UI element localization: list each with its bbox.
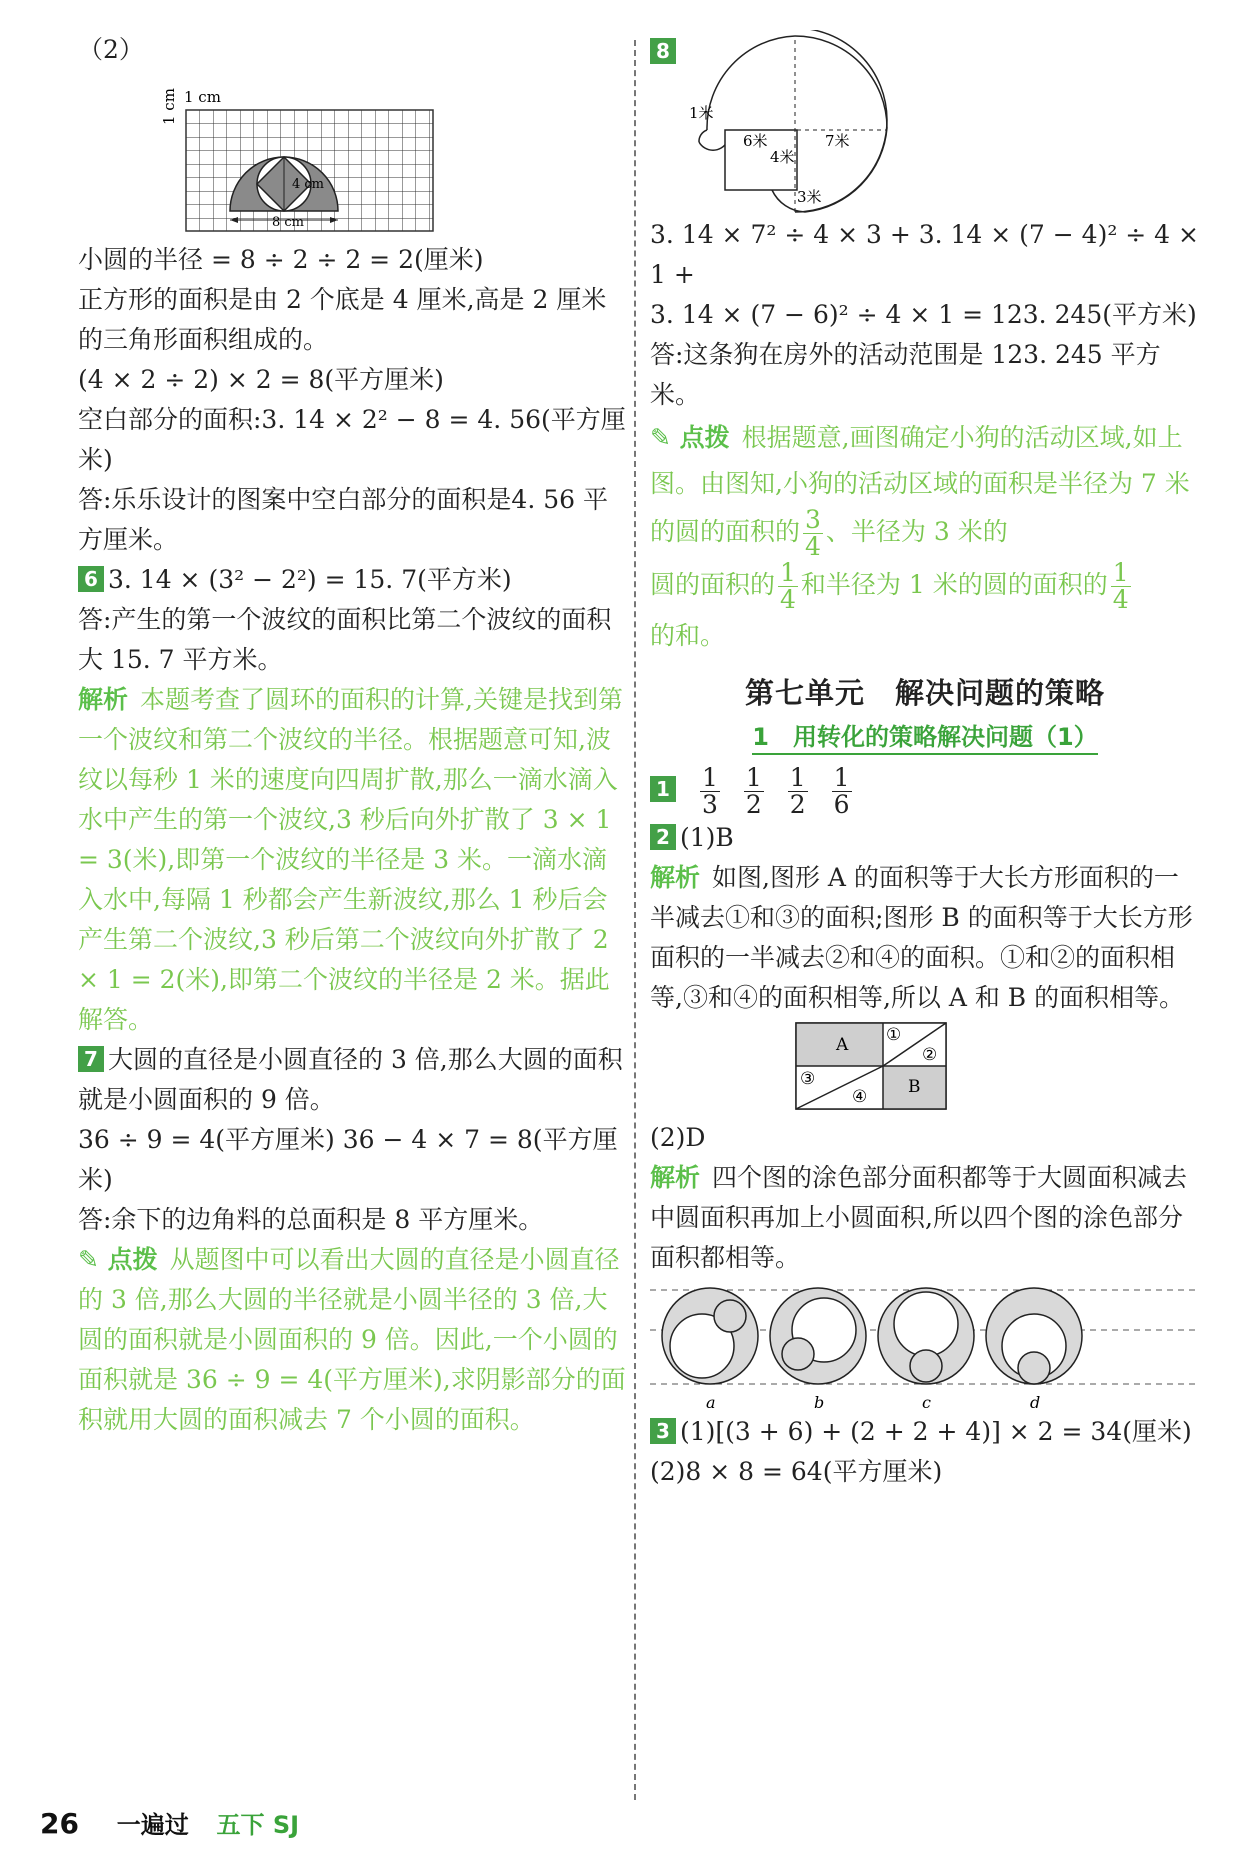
dog-area-figure [675,30,915,215]
equation: 36 ÷ 9 = 4(平方厘米) 36 − 4 × 7 = 8(平方厘米) [78,1125,618,1194]
page-number: 26 [40,1807,79,1840]
dog-label-6m: 6米 [743,132,768,150]
analysis-text: 本题考查了圆环的面积的计算,关键是找到第一个波纹和第二个波纹的半径。根据题意可知,波纹以每秒 1 米的速度向四周扩散,那么一滴水滴入水中产生的第一个波纹,3 秒后向外扩散了 3 × 1 = 3(米),即第一个波纹的半径是 3 米。一滴水滴入水中,每隔 1 秒都会产生新波纹,那么 1 秒后会产生第二个波纹,3 秒后第二个波纹向外扩散了 2 × 1 = 2(米),即第二个波纹的半径是 2 米。据此解答。 [78,685,623,1034]
answer-line: 答:产生的第一个波纹的面积比第二个波纹的面积大 15. 7 平方米。 [78,605,612,674]
rect-label-a: A [836,1035,849,1055]
hint-tag: ✎ 点拨 [78,1245,158,1274]
dog-label-1m: 1米 [689,104,714,122]
circle-label: a [706,1393,716,1412]
rect-label-1: ① [886,1025,902,1045]
dog-label-4m: 4米 [770,148,795,166]
circle-figure-c [878,1288,974,1412]
circles-figure [650,1284,1200,1412]
q1-line [650,765,1200,818]
unit-title: 第七单元 解决问题的策略 [744,676,1105,710]
answer-line: 答:余下的边角料的总面积是 8 平方厘米。 [78,1205,544,1234]
fraction: $\frac{1}{2}$ [789,763,806,819]
page-footer [40,1805,299,1840]
hint-text: 从题图中可以看出大圆的直径是小圆直径的 3 倍,那么大圆的半径就是小圆半径的 3 倍,大圆的面积就是小圆面积的 9 倍。因此,一个小圆的面积就是 36 ÷ 9 = 4(平方厘米),求阴影部分的面积就用大圆的面积减去 7 个小圆的面积。 [78,1245,626,1434]
analysis-tag: 解析 [650,1163,701,1192]
fraction: $\frac{1}{4}$ [1112,558,1129,614]
hint-block [78,1240,626,1440]
text-line: (4 × 2 ÷ 2) × 2 = 8(平方厘米) [78,365,444,394]
rect-label-b: B [908,1077,921,1097]
hint-block: ✎ 点拨 根据题意,画图确定小狗的活动区域,如上图。由图知,小狗的活动区域的面积是半径为 7 米的圆的面积的 $\frac{3}{4}$ 、半径为 3 米的 圆的面积的 $\frac{1}{4}$ 和半径为 1 米的圆的面积的 $\frac{1}{4}$ 的和。 [650,423,1190,650]
fraction: $\frac{1}{4}$ [780,558,796,614]
rect-label-2: ② [922,1045,938,1065]
question-number: 6 [78,566,104,592]
right-column [650,30,1200,1492]
grid-inner-label: 4 cm [292,177,325,192]
analysis-tag: 解析 [650,863,701,892]
circle-label: c [922,1393,931,1412]
grid-top-unit: 1 cm [184,88,221,106]
dog-label-7m: 7米 [825,132,850,150]
question-number: 2 [650,824,676,850]
analysis-text: 如图,图形 A 的面积等于大长方形面积的一半减去①和③的面积;图形 B 的面积等于大长方形面积的一半减去②和④的面积。①和②的面积相等,③和④的面积相等,所以 A 和 B 的面积相等。 [650,863,1193,1012]
fraction: $\frac{1}{6}$ [833,763,850,819]
hint-tag: ✎ 点拨 [650,423,730,452]
answer: (2)D [650,1123,706,1152]
sub-question-label: （2） [78,35,144,64]
question-number: 3 [650,1418,676,1444]
analysis-block [650,858,1200,1018]
grid-figure [78,70,458,240]
analysis-block [78,680,626,1040]
text-line: 空白部分的面积:3. 14 × 2² − 8 = 4. 56(平方厘米) [78,405,626,474]
rect-label-4: ④ [852,1087,868,1107]
analysis-tag: 解析 [78,685,129,714]
left-column [78,30,626,1440]
question-number: 1 [650,776,676,802]
equation: 3. 14 × (3² − 2²) = 15. 7(平方米) [108,565,512,594]
lesson-title: 1 用转化的策略解决问题（1） [650,717,1200,757]
equation: (1)[(3 + 6) + (2 + 2 + 4)] × 2 = 34(厘米) [680,1417,1192,1446]
text-line: 小圆的半径 = 8 ÷ 2 ÷ 2 = 2(厘米) [78,245,484,274]
equation: 3. 14 × 7² ÷ 4 × 3 + 3. 14 × (7 − 4)² ÷ 4 × 1 + [650,220,1199,289]
analysis-block [650,1158,1200,1278]
fraction: $\frac{3}{4}$ [805,505,821,561]
grade-label: 五下 SJ [216,1811,300,1839]
circle-figure-a [662,1288,758,1412]
circle-figure-b [770,1288,866,1412]
grid-bottom-label: 8 cm [272,215,305,230]
fraction: $\frac{1}{3}$ [701,763,718,819]
fraction: $\frac{1}{2}$ [745,763,762,819]
answer-line: 答:这条狗在房外的活动范围是 123. 245 平方米。 [650,340,1161,409]
equation: (2)8 × 8 = 64(平方厘米) [650,1457,943,1486]
circle-label: b [814,1393,825,1412]
answer-line: 答:乐乐设计的图案中空白部分的面积是4. 56 平方厘米。 [78,485,608,554]
rect-label-3: ③ [800,1069,816,1089]
answer: (1)B [680,823,734,852]
rectangle-figure [650,1018,1200,1118]
circle-label: d [1030,1393,1041,1412]
question-number: 8 [650,38,676,64]
dog-label-3m: 3米 [797,188,822,206]
book-name: 一遍过 [116,1811,189,1839]
column-divider [634,40,636,1800]
analysis-text: 四个图的涂色部分面积都等于大圆面积减去中圆面积再加上小圆面积,所以四个图的涂色部分面积都相等。 [650,1163,1188,1272]
grid-side-unit: 1 cm [160,88,178,125]
q8-figure-wrap [650,30,1200,215]
question-number: 7 [78,1046,104,1072]
text-line: 大圆的直径是小圆直径的 3 倍,那么大圆的面积就是小圆面积的 9 倍。 [78,1045,623,1114]
equation: 3. 14 × (7 − 6)² ÷ 4 × 1 = 123. 245(平方米) [650,300,1197,329]
circle-figure-d [986,1288,1082,1412]
text-line: 正方形的面积是由 2 个底是 4 厘米,高是 2 厘米的三角形面积组成的。 [78,285,607,354]
